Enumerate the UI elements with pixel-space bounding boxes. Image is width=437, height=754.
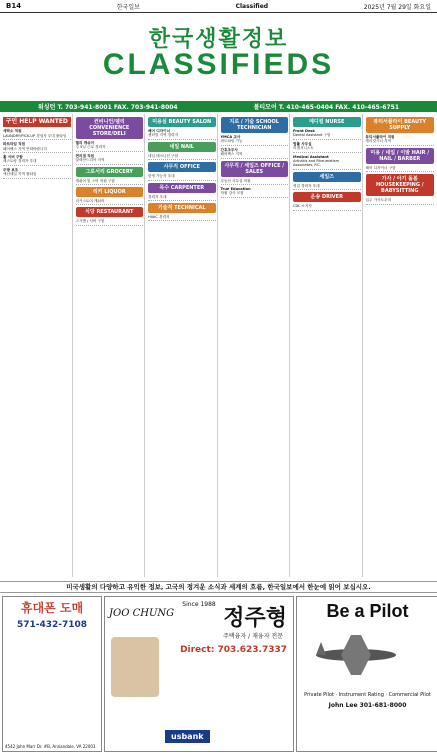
list-item: CDL 소지자 xyxy=(293,204,361,210)
list-item: True Education 학원 강사 모집 xyxy=(221,187,289,198)
ad2-bank-logo: usbank xyxy=(165,730,210,743)
list-item: 캐쉬어 및 스탁 직원 구함 xyxy=(76,179,144,185)
category-header: 메디컬 NURSE xyxy=(293,117,361,127)
list-item: 편의점 직원 알렉산드리아 지역 xyxy=(76,154,144,165)
category-header: 리커 LIQUOR xyxy=(76,187,144,197)
list-item: 한영 가능자 우대 xyxy=(148,174,216,180)
list-item: 간호조무사 페어팩스 지역 xyxy=(221,148,289,159)
category-header: 그로서리 GROCERY xyxy=(76,167,144,177)
agent-photo xyxy=(111,637,159,697)
category-header: 컨비니언/델리 CONVENIENCE STORE/DELI xyxy=(76,117,144,139)
column-6 xyxy=(365,114,436,577)
ad2-direct: Direct: 703.623.7337 xyxy=(180,645,287,655)
column-5 xyxy=(292,114,363,577)
ad3-tagline: Private Pilot · Instrument Rating · Commercial Pilot xyxy=(304,692,431,698)
footer-slogan: 미국생활의 다양하고 유익한 정보, 고국의 정겨운 소식과 세계의 흐름, 한국일보에서 한눈에 읽어 보십시오. xyxy=(0,581,437,593)
category-header: 세일즈 xyxy=(293,172,361,182)
category-header: 기술직 TECHNICAL xyxy=(148,203,216,213)
category-header: 네일 NAIL xyxy=(148,142,216,152)
list-item: HVAC 경력자 xyxy=(148,215,216,221)
list-item: YMCA 교사 파트타임 가능 xyxy=(221,135,289,146)
category-header: 사무직 / 세일즈 OFFICE / SALES xyxy=(221,161,289,177)
masthead-english: CLASSIFIEDS xyxy=(102,48,335,81)
category-header: 운송 DRIVER xyxy=(293,192,361,202)
ad2-role: 주택융자 / 재융자 전문 xyxy=(223,633,283,640)
masthead xyxy=(0,14,437,99)
issue-date: 2025년 7월 29일 화요일 xyxy=(363,3,431,11)
list-item: 주방 보조 애난데일 지역 풀타임 xyxy=(3,168,71,179)
pilot-school-ad[interactable] xyxy=(296,596,437,752)
ad1-phone: 571-432-7108 xyxy=(16,620,88,630)
mortgage-ad[interactable] xyxy=(104,596,294,752)
ad2-brand: JOO CHUNG xyxy=(109,608,175,619)
list-item: 뷰티서플라이 직원 엘리컷시티 지역 xyxy=(366,135,435,146)
ad1-title: 휴대폰 도매 xyxy=(20,601,84,615)
ad2-name: 정주형 xyxy=(223,605,287,631)
contact-bar xyxy=(0,101,437,112)
category-header: 구인 HELP WANTED xyxy=(3,117,71,127)
list-item: 입주 가사도우미 xyxy=(366,198,435,204)
list-item: 스시맨 / 서버 구함 xyxy=(76,219,144,225)
airplane-icon xyxy=(301,630,411,680)
column-2 xyxy=(75,114,146,577)
list-item: 부동산 사무실 직원 xyxy=(221,179,289,185)
ad3-title: Be a Pilot xyxy=(326,601,409,621)
category-header: 미용실 BEAUTY SALON xyxy=(148,117,216,127)
list-item: Front Desk Dental Assistant 구함 xyxy=(293,129,361,140)
page-number: B14 xyxy=(6,2,22,10)
dc-contact: 워싱턴 T. 703-941-8001 FAX. 703-941-8004 xyxy=(37,104,178,111)
category-header: 사무직 OFFICE xyxy=(148,162,216,172)
list-item: 파트타임 직원 페어팩스 지역 연락바랍니다 xyxy=(3,142,71,153)
page-header xyxy=(0,0,437,13)
list-item: 법률 사무실 리셉셔니스트 xyxy=(293,142,361,153)
category-header: 미용 / 네일 / 이발 HAIR / NAIL / BARBER xyxy=(366,148,435,164)
category-header: 가사 / 아기 돌봄 HOUSEKEEPING / BABYSITTING xyxy=(366,174,435,196)
baltimore-contact: 볼티모어 T. 410-465-0404 FAX. 410-465-6751 xyxy=(253,104,399,111)
list-item: Medical Assistant Arthritis and Rheumatism Associates, P.C. xyxy=(293,155,361,170)
list-item: 리커스토어 캐쉬어 xyxy=(76,199,144,205)
list-item: 영업 경력자 우대 xyxy=(293,184,361,190)
category-header: 식당 RESTAURANT xyxy=(76,207,144,217)
list-item: 헤어 디자이너 센터빌 지역 경력자 xyxy=(148,129,216,140)
ad3-contact: John Lee 301-681-8000 xyxy=(328,702,407,709)
category-header: 지로 / 기술 SCHOOL TECHNICIAN xyxy=(221,117,289,133)
list-item: 네일 테크니션 구함 xyxy=(148,154,216,160)
ad2-since: Since 1988 xyxy=(182,601,216,608)
section-name: Classified xyxy=(235,2,269,10)
masthead-korean: 한국생활정보 xyxy=(148,27,289,52)
classified-grid xyxy=(2,114,435,577)
paper-name: 한국일보 xyxy=(116,3,140,11)
column-3 xyxy=(147,114,218,577)
list-item: 경력자 우대 xyxy=(148,195,216,201)
category-header: 목수 CARPENTER xyxy=(148,183,216,193)
category-header: 뷰티서플라이 BEAUTY SUPPLY xyxy=(366,117,435,133)
ad1-address: 4542 John Marr Dr. #B, Annandale, VA 22003 xyxy=(5,744,96,749)
list-item: 홀 서버 구함 레스토랑 경력자 우대 xyxy=(3,155,71,166)
display-ads xyxy=(2,596,435,752)
list-item: 델리 캐쉬어 주 5일 근무 경력자 xyxy=(76,141,144,152)
list-item: 헤어 디자이너 구함 xyxy=(366,166,435,172)
column-1 xyxy=(2,114,73,577)
phone-store-ad[interactable] xyxy=(2,596,102,752)
list-item: 세탁소 직원 LAUNDRY/PICK-UP 경험자 우대 풀타임 xyxy=(3,129,71,140)
column-4 xyxy=(220,114,291,577)
